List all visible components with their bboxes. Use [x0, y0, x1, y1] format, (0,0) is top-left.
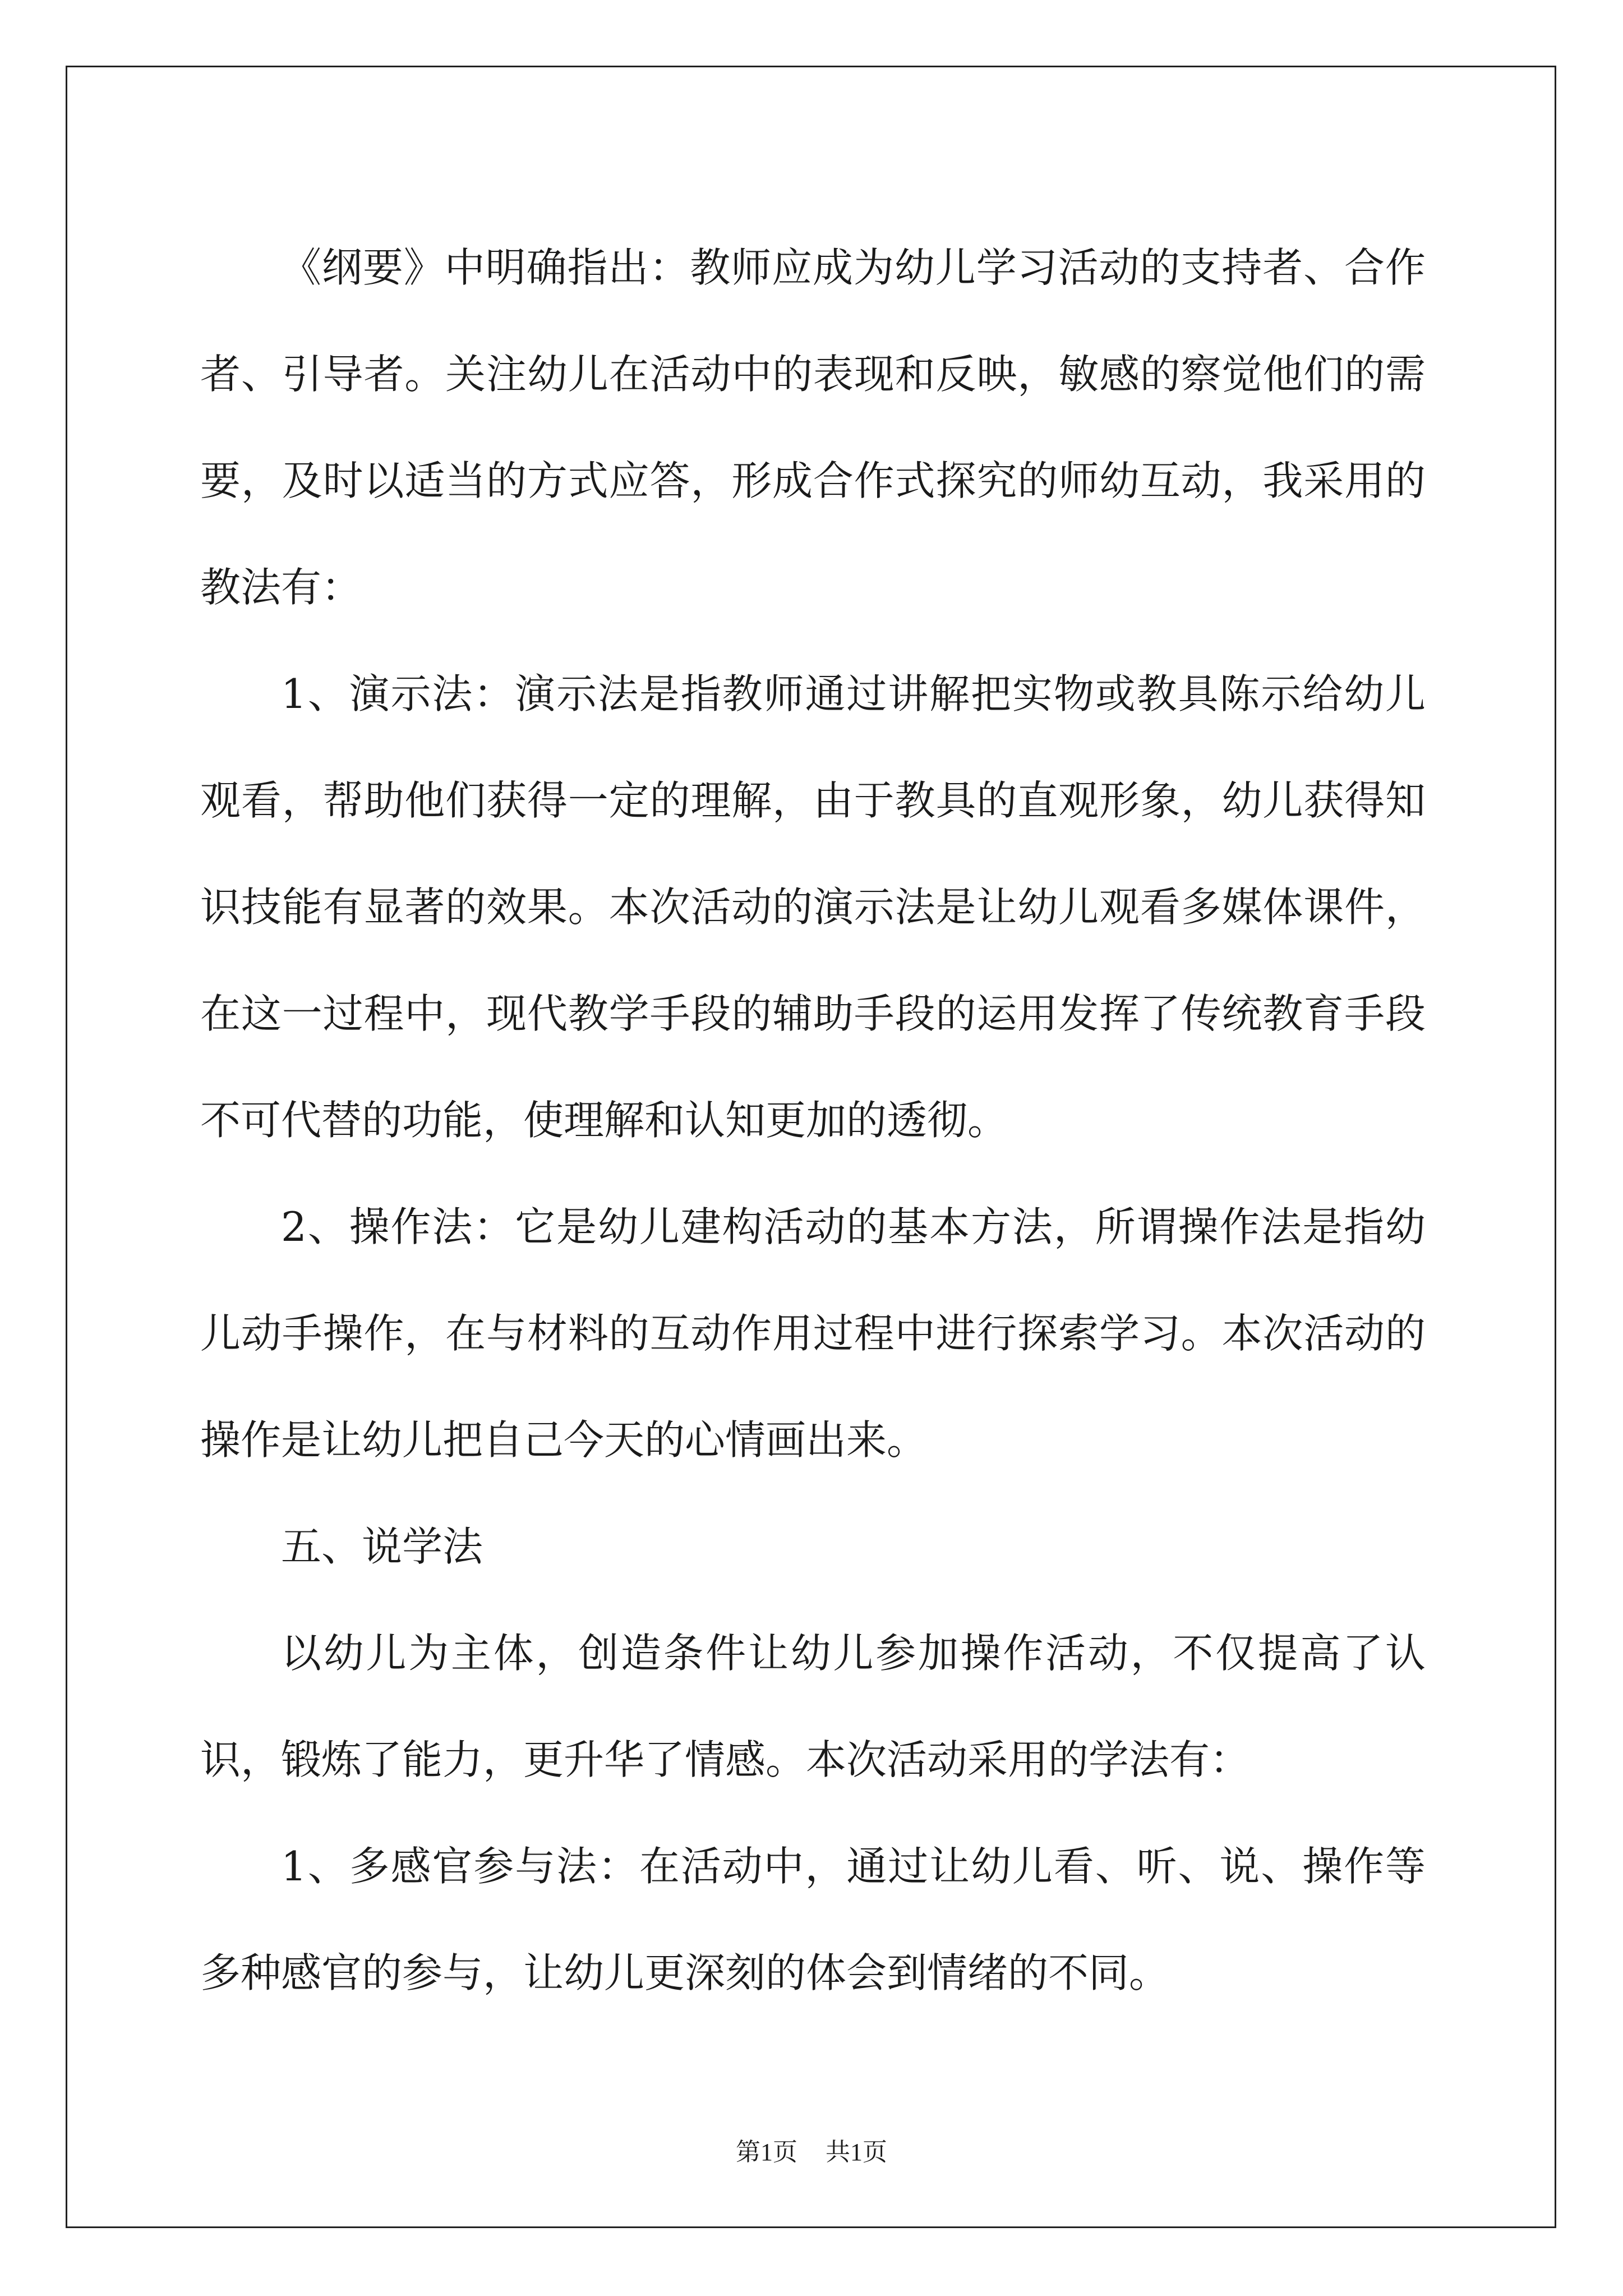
page-number: 第1页: [736, 2138, 797, 2166]
page-total: 共1页: [826, 2138, 887, 2166]
paragraph-operation-method: 2、操作法：它是幼儿建构活动的基本方法，所谓操作法是指幼儿动手操作，在与材料的互动作用过程中进行探索学习。本次活动的操作是让幼儿把自己今天的心情画出来。: [200, 1203, 1426, 1464]
paragraph-learning-methods-intro: 以幼儿为主体，创造条件让幼儿参加操作活动，不仅提高了认识，锻炼了能力，更升华了情感。本次活动采用的学法有：: [200, 1630, 1426, 1783]
paragraph-multi-sensory-method: 1、多感官参与法：在活动中，通过让幼儿看、听、说、操作等多种感官的参与，让幼儿更深刻的体会到情绪的不同。: [200, 1843, 1426, 1996]
page-footer: [0, 2132, 1623, 2168]
paragraph-demonstration-method: 1、演示法：演示法是指教师通过讲解把实物或教具陈示给幼儿观看，帮助他们获得一定的理解，由于教具的直观形象，幼儿获得知识技能有显著的效果。本次活动的演示法是让幼儿观看多媒体课件，在这一过程中，现代教学手段的辅助手段的运用发挥了传统教育手段不可代替的功能，使理解和认知更加的透彻。: [200, 670, 1426, 1144]
document-body: [200, 214, 1426, 2026]
paragraph-intro: 《纲要》中明确指出：教师应成为幼儿学习活动的支持者、合作者、引导者。关注幼儿在活动中的表现和反映，敏感的察觉他们的需要，及时以适当的方式应答，形成合作式探究的师幼互动，我采用的教法有：: [200, 244, 1426, 611]
section-heading-learning-methods: 五、说学法: [281, 1523, 483, 1570]
